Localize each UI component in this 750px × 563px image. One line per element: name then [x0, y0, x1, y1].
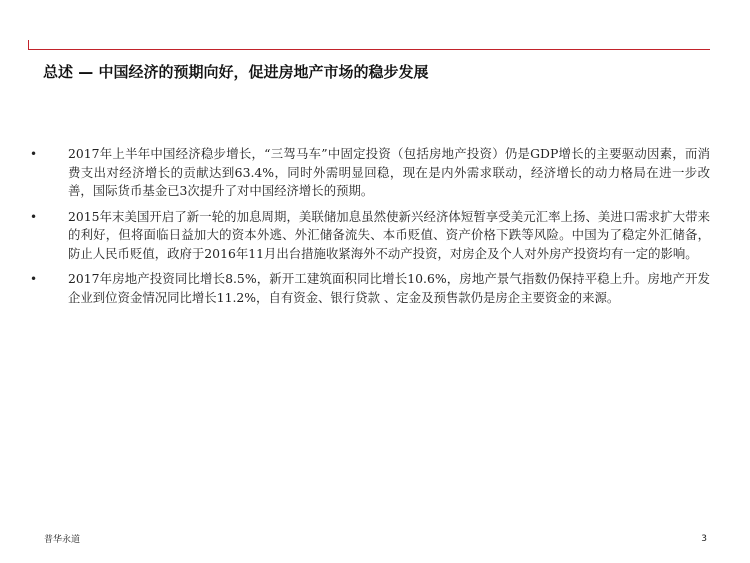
bullet-text: 2017年上半年中国经济稳步增长，“三驾马车”中固定投资（包括房地产投资）仍是GDP增长的主要驱动因素，而消费支出对经济增长的贡献达到63.4%，同时外需明显回稳，现在是内外需求联动，经济增长的动力格局在进一步改善，国际货币基金已3次提升了对中国经济增长的预期。 — [68, 146, 710, 198]
bullet-item — [30, 270, 710, 307]
page-number: 3 — [701, 534, 707, 544]
bullet-item — [30, 208, 710, 264]
bullet-text: 2015年末美国开启了新一轮的加息周期，美联储加息虽然使新兴经济体短暂享受美元汇率上扬、美进口需求扩大带来的利好，但将面临日益加大的资本外逃、外汇储备流失、本币贬值、资产价格下跌等风险。中国为了稳定外汇储备，防止人民币贬值，政府于2016年11月出台措施收紧海外不动产投资，对房企及个人对外房产投资均有一定的影响。 — [68, 208, 710, 261]
bullet-dot-icon: • — [30, 272, 38, 286]
bullet-list — [30, 145, 710, 314]
bullet-item — [30, 145, 710, 201]
footer-brand: 普华永道 — [44, 535, 81, 545]
header-rule — [28, 49, 710, 50]
bullet-text: 2017年房地产投资同比增长8.5%，新开工建筑面积同比增长10.6%，房地产景气指数仍保持平稳上升。房地产开发企业到位资金情况同比增长11.2%，自有资金、银行贷款 、定金及预售款仍是房企主要资金的来源。 — [68, 271, 710, 305]
bullet-dot-icon: • — [30, 147, 38, 161]
bullet-dot-icon: • — [30, 209, 38, 224]
slide-title: 总述 — 中国经济的预期向好，促进房地产市场的稳步发展 — [43, 63, 429, 81]
